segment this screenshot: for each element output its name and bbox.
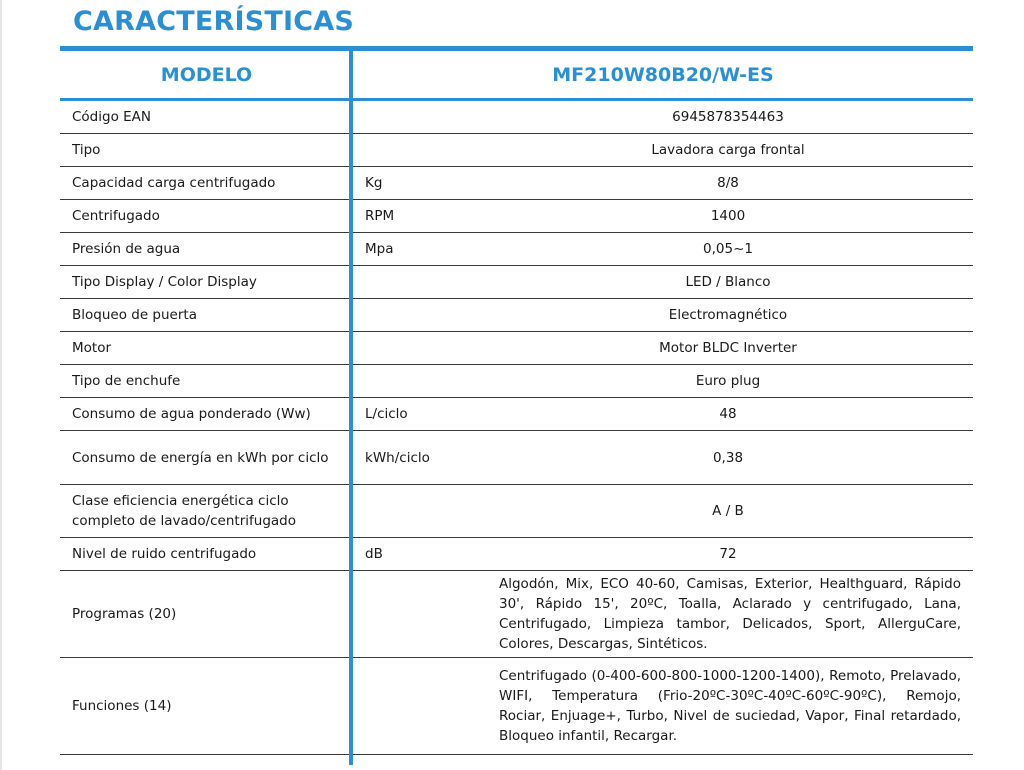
row-label: Nivel de ruido centrifugado: [60, 538, 353, 571]
page-edge: [0, 0, 2, 770]
row-label: Tipo Display / Color Display: [60, 266, 353, 299]
row-value: Electromagnético: [483, 299, 973, 332]
row-value: A / B: [483, 485, 973, 538]
row-unit: kWh/ciclo: [353, 431, 483, 485]
header-model-label: MODELO: [60, 51, 353, 100]
row-label: Presión de agua: [60, 233, 353, 266]
row-unit: RPM: [353, 200, 483, 233]
table-row: [60, 134, 973, 167]
table-row: [60, 398, 973, 431]
row-value: 72: [483, 538, 973, 571]
row-label: Funciones (14): [60, 658, 353, 755]
page-title: CARACTERÍSTICAS: [73, 6, 354, 37]
table-row: [60, 266, 973, 299]
row-label: Motor: [60, 332, 353, 365]
table-row: [60, 658, 973, 755]
row-unit: [353, 485, 483, 538]
row-value: 0,38: [483, 431, 973, 485]
table-row: [60, 167, 973, 200]
table-row: [60, 431, 973, 485]
row-unit: Kg: [353, 167, 483, 200]
table-header-row: [60, 51, 973, 100]
row-label: Capacidad carga centrifugado: [60, 167, 353, 200]
row-label: Centrifugado: [60, 200, 353, 233]
row-unit: Mpa: [353, 233, 483, 266]
row-value: 8/8: [483, 167, 973, 200]
row-value: Centrifugado (0-400-600-800-1000-1200-1400), Remoto, Prelavado, WIFI, Temperatura (Frio-20ºC-30ºC-40ºC-60ºC-90ºC), Remojo, Rociar, Enjuage+, Turbo, Nivel de suciedad, Vapor, Final retardado, Bloqueo infantil, Recargar.: [353, 658, 973, 755]
table-row: [60, 332, 973, 365]
row-value: 1400: [483, 200, 973, 233]
header-model-value: MF210W80B20/W-ES: [353, 51, 973, 100]
row-label: Consumo de agua ponderado (Ww): [60, 398, 353, 431]
row-value: LED / Blanco: [483, 266, 973, 299]
row-value: Euro plug: [483, 365, 973, 398]
row-value: 6945878354463: [483, 100, 973, 134]
table-row: [60, 538, 973, 571]
row-value: Motor BLDC Inverter: [483, 332, 973, 365]
specs-table: [60, 51, 973, 755]
row-unit: [353, 100, 483, 134]
row-unit: dB: [353, 538, 483, 571]
table-row: [60, 100, 973, 134]
row-value: 0,05~1: [483, 233, 973, 266]
row-unit: [353, 332, 483, 365]
table-row: [60, 485, 973, 538]
row-value: 48: [483, 398, 973, 431]
row-label: Clase eficiencia energética ciclo completo de lavado/centrifugado: [60, 485, 353, 538]
row-label: Tipo: [60, 134, 353, 167]
row-value: Algodón, Mix, ECO 40-60, Camisas, Exterior, Healthguard, Rápido 30', Rápido 15', 20ºC, Toalla, Aclarado y centrifugado, Lana, Centrifugado, Limpieza tambor, Delicados, Sport, AllerguCare, Colores, Descargas, Sintéticos.: [353, 571, 973, 658]
row-unit: [353, 134, 483, 167]
row-label: Tipo de enchufe: [60, 365, 353, 398]
row-value: Lavadora carga frontal: [483, 134, 973, 167]
row-label: Consumo de energía en kWh por ciclo: [60, 431, 353, 485]
table-row: [60, 299, 973, 332]
row-unit: L/ciclo: [353, 398, 483, 431]
column-divider: [349, 51, 353, 765]
row-unit: [353, 266, 483, 299]
row-unit: [353, 365, 483, 398]
row-label: Código EAN: [60, 100, 353, 134]
row-label: Bloqueo de puerta: [60, 299, 353, 332]
row-unit: [353, 299, 483, 332]
row-label: Programas (20): [60, 571, 353, 658]
table-row: [60, 571, 973, 658]
table-row: [60, 365, 973, 398]
table-row: [60, 233, 973, 266]
table-row: [60, 200, 973, 233]
